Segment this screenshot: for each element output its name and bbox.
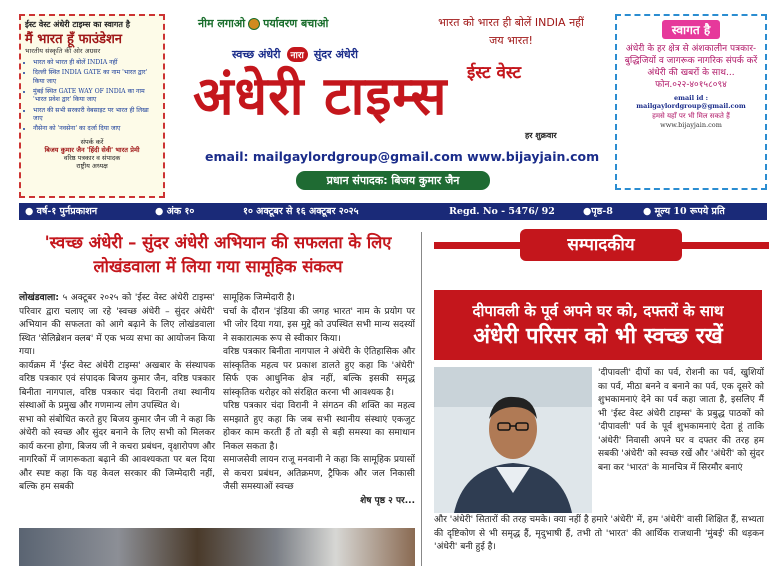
chief-editor-band: प्रधान संपादक: बिजय कुमार जैन: [296, 171, 490, 190]
swachh-text: स्वच्छ अंधेरी: [232, 48, 281, 61]
bharat-slogan: [420, 14, 602, 49]
article-paragraph: सामूहिक जिम्मेदारी है।: [223, 293, 295, 303]
article-column-1: [19, 292, 215, 495]
ad-point: • भारत की सभी सरकारी वेबसाइट पर भारत ही लिखा जाए: [33, 107, 159, 124]
swachh-slogan: [232, 47, 358, 62]
dateline: लोखंडवाला:: [19, 293, 59, 303]
slogan-line: भारत को भारत ही बोलें INDIA नहीं: [438, 16, 584, 29]
article-paragraph: समाजसेवी लायन राजू मनवानी ने कहा कि सामूहिक प्रयासों से कचरा प्रबंधन, अतिक्रमण, ट्रैफिक और जल निकासी जैसी समस्याओं स्वच्छ: [223, 455, 415, 492]
editorial-body-bottom: और 'अंधेरी' सितारों की तरह चमके। क्या नहीं है हमारे 'अंधेरी' में, हम 'अंधेरी' वासी शिक्षित हैं, सभ्यता की दृष्टिकोण से भी समृद्ध हैं, मृदुभाषी हैं, तभी तो 'भारत' की आर्थिक राजधानी 'मुंबई' की धड़कन 'अंधेरी' बनी हुई है।: [434, 515, 764, 552]
column-divider: [421, 232, 422, 566]
ad-point: • दिल्ली स्थित INDIA GATE का नाम 'भारत द्वार' किया जाए: [33, 69, 159, 86]
leaf-icon: [248, 18, 260, 30]
registration-number: Regd. No - 5476/ 92: [449, 206, 555, 217]
year-label: ● वर्ष-१ पुर्नप्रकाशन: [25, 206, 98, 217]
ad-body: अंधेरी के हर क्षेत्र से अंशकालीन पत्रकार-बुद्धिजियों व जागरूक नागरिक संपर्क करें अंधेरी की खबरों के साथ... फोन.०२२-४०१५८०९४: [624, 44, 758, 91]
ad-points-list: [25, 59, 159, 134]
article-paragraph: कार्यक्रम में 'ईस्ट वेस्ट अंधेरी टाइम्स' अखबार के संस्थापक वरिष्ठ पत्रकार एवं संपादक बिजय कुमार जैन, वरिष्ठ पत्रकार बिनीता नागपाल, वरिष्ठ पत्रकार चंदा विरानी तथा स्थानीय संस्थाओं के प्रमुख और गणमान्य लोग उपस्थित थे।: [19, 360, 215, 411]
ad-foundation-subtitle: भारतीय संस्कृति की ओर अग्रसर: [25, 47, 101, 56]
nara-badge: नारा: [287, 47, 308, 62]
ad-cta: हमसे यहाँ पर भी मिल सकते हैं: [652, 111, 730, 120]
ad-website: www.bijayjain.com: [660, 120, 722, 129]
article-column-2: [223, 292, 415, 508]
continued-link[interactable]: शेष पृष्ठ २ पर...: [360, 495, 415, 506]
ad-point: • भारत को भारत ही बोलें INDIA नहीं: [33, 59, 159, 67]
slogan-part: पर्यावरण बचाओ: [263, 17, 329, 30]
page-count: ●पृष्ठ-8: [583, 206, 613, 217]
ad-point: • मुंबई स्थित GATE WAY OF INDIA का नाम 'भारत प्रवेश द्वार' किया जाए: [33, 88, 159, 105]
portrait-illustration: [434, 367, 592, 513]
article-paragraph: परिष्ठ पत्रकार चंदा विरानी ने संगठन की शक्ति का महत्व समझाते हुए कहा कि जब सभी स्थानीय संस्थाएं एकजुट होकर काम करती हैं तो बड़ी से बड़ी समस्या का समाधान निकल सकता है।: [223, 401, 415, 452]
article-paragraph: ५ अक्टूबर २०२५ को 'ईस्ट वेस्ट अंधेरी टाइम्स' परिवार द्वारा चलाए जा रहे 'स्वच्छ अंधेरी – सुंदर अंधेरी' अभियान की सफलता को आगे बढ़ाने के लिए लोखंडवाला स्थित 'सेलिब्रेशन क्लब' में एक भव्य सभा का आयोजन किया गया।: [19, 293, 215, 357]
editorial-headline-line1: दीपावली के पूर्व अपने घर को, दफ्तरों के साथ: [472, 302, 724, 320]
article-paragraph: चर्चा के दौरान 'इंडिया की जगह भारत' नाम के प्रयोग पर भी जोर दिया गया, इस मुद्दे को उपस्थित सभी मान्य सदस्यों ने सकारात्मक रूप से स्वीकार किया।: [223, 306, 415, 344]
welcome-badge: स्वागत है: [662, 20, 721, 39]
slogan-line: जय भारत!: [489, 33, 533, 47]
frequency-label: हर शुक्रवार: [525, 131, 557, 140]
editorial-body-right: 'दीपावली' दीपों का पर्व, रोशनी का पर्व, खुशियों का पर्व, मीठा बनने व बनाने का पर्व, एक दूसरे को शुभकामनाएं देने का पर्व कहा जाता है, इसलिए मैं भी 'ईस्ट वेस्ट अंधेरी टाइम्स' के प्रबुद्ध पाठकों को 'दीपावली' पर्व के पूर्व शुभकामनाएं देता हूं ताकि 'अंधेरी' निवासी अपने घर व दफ्तर की तरह हम सबकी 'अंधेरी' को स्वच्छ रखें और 'अंधेरी' को सुंदर बना कर 'भारत' के मानचित्र में सिरमौर बनाएं: [598, 368, 764, 473]
contact-label: संपर्क करें: [80, 137, 104, 146]
event-photos: [19, 528, 415, 566]
reporter-recruit-ad: [615, 14, 767, 190]
slogan-part: नीम लगाओ: [198, 17, 246, 30]
ad-foundation-title: मैं भारत हूँ फाउंडेशन: [25, 31, 123, 47]
east-west-label: ईस्ट वेस्ट: [467, 63, 522, 83]
editorial-label: सम्पादकीय: [520, 229, 682, 261]
ad-welcome-line: ईस्ट वेस्ट अंधेरी टाइम्स का स्वागत है: [25, 19, 130, 29]
editorial-headline-line2: अंधेरी परिसर को भी स्वच्छ रखें: [473, 324, 723, 349]
ad-email: email id : mailgaylordgroup@gmail.com: [636, 93, 746, 110]
price-label: ● मूल्य 10 रूपये प्रति: [643, 206, 725, 217]
ad-contact: [25, 138, 159, 171]
editor-portrait: [434, 367, 592, 513]
contact-name: बिजय कुमार जैन 'हिंदी सेवी' भारत प्रेमी: [44, 145, 140, 154]
contact-role: वरिष्ठ पत्रकार व संपादक: [63, 153, 121, 162]
editorial-headline: [434, 290, 762, 360]
article-headline: 'स्वच्छ अंधेरी – सुंदर अंधेरी अभियान की सफलता के लिए लोखंडवाला में लिया गया सामूहिक संकल्प: [44, 233, 392, 276]
article-paragraph: वरिष्ठ पत्रकार बिनीता नागपाल ने अंधेरी के ऐतिहासिक और सांस्कृतिक महत्व पर प्रकाश डालते हुए कहा कि 'अंधेरी' सिर्फ एक आधुनिक क्षेत्र नहीं, बल्कि इसकी समृद्ध सांस्कृतिक धरोहर को संरक्षित करना भी आवश्यक है।: [223, 347, 415, 398]
newspaper-title: अंधेरी टाइम्स: [193, 66, 448, 127]
environment-slogan: [198, 16, 328, 31]
issue-dates: १० अक्टूबर से १६ अक्टूबर २०२५: [243, 206, 359, 217]
sundar-text: सुंदर अंधेरी: [313, 48, 358, 61]
foundation-ad: [19, 14, 165, 198]
contact-role2: राष्ट्रीय अध्यक्ष: [76, 162, 108, 171]
article-paragraph: सभा को संबोधित करते हुए बिजय कुमार जैन जी ने कहा कि अंधेरी को स्वच्छ और सुंदर बनाने के लिए सभी को मिलकर कार्य करना होगा, बिजय जी ने कचरा प्रबंधन, वृक्षारोपण और नागरिकों में जागरूकता बढ़ाने की आवश्यकता पर बल दिया और स्पष्ट कहा कि यह केवल सरकार की जिम्मेदारी नहीं, बल्कि हम सबकी: [19, 414, 215, 492]
ad-point: • नौसेना को 'नवसेना' का दर्जा दिया जाए: [33, 125, 159, 133]
issue-number: ● अंक १०: [155, 206, 195, 217]
issue-info-bar: [19, 203, 767, 220]
editorial-banner: [434, 229, 769, 261]
contact-email-website: email: mailgaylordgroup@gmail.com www.bijayjain.com: [205, 149, 600, 164]
